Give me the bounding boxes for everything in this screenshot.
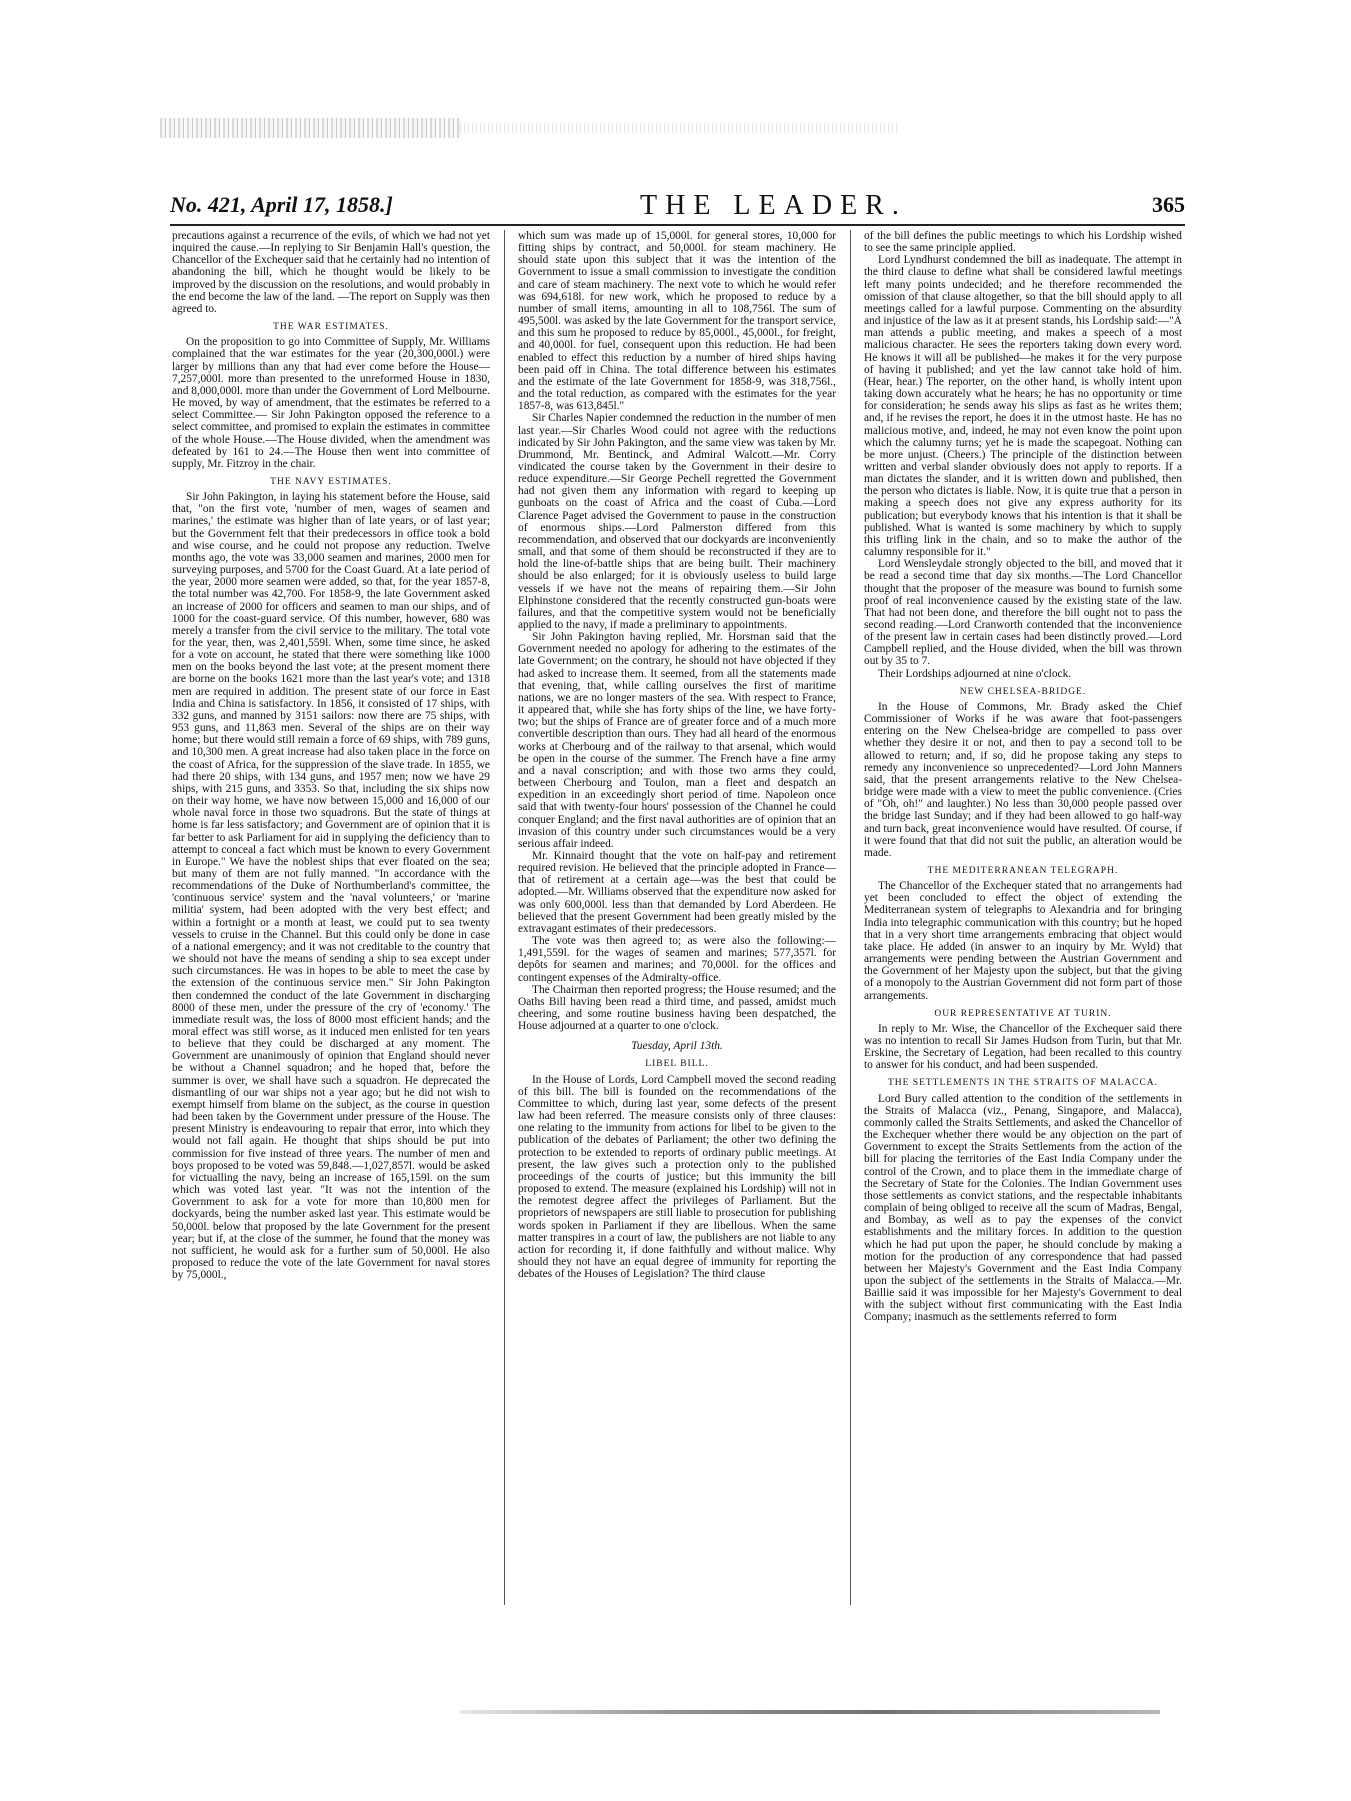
- paragraph: The vote was then agreed to; as were also the following:—1,491,559l. for the wages of seamen and marines; 577,357l. for depôts for seamen and marines; and 70,000l. for the offices and contingent expenses of the Admiralty-office.: [518, 935, 836, 984]
- paragraph: Mr. Kinnaird thought that the vote on half-pay and retirement required revision. He believed that the principle adopted in France—that of retirement at a certain age—was the best that could be adopted.—Mr. Williams observed that the expenditure now asked for was only 600,000l. less than that demanded by Lord Aberdeen. He believed that the present Government had been greatly misled by the extravagant estimates of their predecessors.: [518, 849, 836, 935]
- issue-number: No. 421, April 17, 1858.]: [170, 192, 393, 217]
- paragraph: In the House of Commons, Mr. Brady asked the Chief Commissioner of Works if he was aware that foot-passengers entering on the New Chelsea-bridge are compelled to pass over whether they desire it or not, and then to pay a second toll to be allowed to return; and, if so, did he propose taking any steps to remedy any inconvenience so unprecedented?—Lord John Manners said, that the present arrangements relative to the New Chelsea-bridge were made with a view to meet the public convenience. (Cries of "Oh, oh!" and laughter.) No less than 30,000 people passed over the bridge last Sunday; and if they had been allowed to go half-way and turn back, great inconvenience would have resulted. Of course, if it were found that that did not suit the public, an alteration would be made.: [864, 700, 1182, 859]
- section-heading: THE WAR ESTIMATES.: [273, 322, 389, 333]
- paragraph: The Chancellor of the Exchequer stated that no arrangements had yet been concluded to effect the object of extending the Mediterranean system of telegraphs to Alexandria and for bringing India into telegraphic communication with this country; but he hoped that in a very short time arrangements embracing that object would take place. He added (in answer to an inquiry by Mr. Wyld) that arrangements were pending between the Austrian Government and the Government of her Majesty upon the subject, but that the giving of a monopoly to the Austrian Government did not form part of those arrangements.: [864, 880, 1182, 1002]
- article-columns: [172, 230, 1185, 1610]
- section-heading: NEW CHELSEA-BRIDGE.: [959, 686, 1087, 697]
- section-heading: THE NAVY ESTIMATES.: [270, 476, 392, 487]
- section-heading: THE SETTLEMENTS IN THE STRAITS OF MALACCA.: [887, 1078, 1159, 1089]
- paragraph: which sum was made up of 15,000l. for general stores, 10,000 for fitting ships by contract, and 50,000l. for steam machinery. He should state upon this subject that it was the intention of the Government to issue a small commission to investigate the condition and care of steam machinery. The next vote to which he would refer was 694,618l. for new work, which he proposed to reduce by a number of small items, amounting in all to 108,756l. The sum of 495,500l. was asked by the late Government for the transport service, and this sum he proposed to reduce by 85,000l., 45,000l., for freight, and 40,000l. for fuel, consequent upon this reduction. He had been enabled to effect this reduction by a number of hired ships having been paid off in China. The total difference between his estimates and the estimate of the late Government for 1858-9, was 318,756l., and the total reduction, as compared with the estimates for the year 1857-8, was 613,845l.": [518, 230, 836, 413]
- column-2: [518, 230, 836, 1605]
- paragraph: Sir Charles Napier condemned the reduction in the number of men last year.—Sir Charles Wood could not agree with the reductions indicated by Sir John Pakington, and the same view was taken by Mr. Drummond, Mr. Bentinck, and Admiral Walcott.—Mr. Corry vindicated the course taken by the Government in their desire to reduce expenditure.—Sir George Pechell regretted the Government had not given them any information with regard to keeping up gunboats on the coast of Africa and the coast of Cuba.—Lord Clarence Paget advised the Government to pause in the construction of enormous ships.—Lord Palmerston differed from this recommendation, and observed that our dockyards are inconveniently small, and that some of them should be reconstructed if they are to hold the line-of-battle ships that are being built. Their machinery should be also enlarged; for it is obviously useless to build large vessels if we have not the means of repairing them.—Sir John Elphinstone considered that the recently constructed gun-boats were failures, and that the competitive system would not be beneficially applied to the navy, if made a preliminary to appointments.: [518, 412, 836, 631]
- header-rule: [170, 224, 1185, 226]
- page-header: [170, 180, 1185, 224]
- section-heading: THE MEDITERRANEAN TELEGRAPH.: [927, 865, 1119, 876]
- dateline: Tuesday, April 13th.: [631, 1040, 723, 1053]
- paragraph: Lord Wensleydale strongly objected to the bill, and moved that it be read a second time that day six months.—The Lord Chancellor thought that the proposer of the measure was bound to furnish some proof of real inconvenience caused by the existing state of the law. That had not been done, and therefore the bill ought not to pass the second reading.—Lord Cranworth contended that the inconvenience of the present law in certain cases had been distinctly proved.—Lord Campbell replied, and the House divided, when the bill was thrown out by 35 to 7.: [864, 558, 1182, 668]
- paragraph: Their Lordships adjourned at nine o'clock.: [878, 667, 1072, 680]
- paragraph: Lord Lyndhurst condemned the bill as inadequate. The attempt in the third clause to define what shall be considered lawful meetings left many points undecided; and he therefore recommended the omission of that clause altogether, so that the bill should apply to all meetings called for a lawful purpose. Commenting on the absurdity and injustice of the law as it at present stands, his Lordship said:—"A man attends a public meeting, and makes a speech of a most malicious character. He sees the reporters taking down every word. He knows it will all be published—he makes it for the very purpose of having it published; and yet the law cannot take hold of him. (Hear, hear.) The reporter, on the other hand, is wholly intent upon taking down accurately what he hears; he has no opportunity or time for consideration; he sends away his slips as fast as he writes them; and, if he revises the report, he does it in the utmost haste. He has no malicious motive, and, indeed, he may not even know the point upon which the calumny turns; yet he is made the scapegoat. Nothing can be more unjust. (Cheers.) The principle of the distinction between written and verbal slander obviously does not apply to reports. If a man dictates the slander, and it is written down and published, then the person who dictates is liable. Now, it is quite true that a person in making a speech does not give any express authority for its publication; but everybody knows that his intention is that it shall be published. What is wanted is some machinery by which to supply this trifling link in the chain, and so to make the author of the calumny responsible for it.": [864, 254, 1182, 559]
- paragraph: Lord Bury called attention to the condition of the settlements in the Straits of Malacca (viz., Penang, Singapore, and Malacca), commonly called the Straits Settlements, and asked the Chancellor of the Exchequer whether there would be any objection on the part of Government to except the Straits Settlements from the action of the bill for placing the territories of the East India Company under the control of the Crown, and to place them in the immediate charge of the Secretary of State for the Colonies. The Indian Government uses those settlements as convict stations, and the respectable inhabitants complain of being obliged to receive all the scum of Madras, Bengal, and Bombay, as well as to pay the expenses of the convict establishments and the military forces. In addition to the question which he had put upon the paper, he should conclude by making a motion for the production of any correspondence that had passed between her Majesty's Government and the East India Company upon the subject of the settlements in the Straits of Malacca.—Mr. Baillie said it was impossible for her Majesty's Government to deal with the subject without first communicating with the East India Company; inasmuch as the settlements referred to form: [864, 1092, 1182, 1324]
- print-smudge: [160, 118, 460, 138]
- paragraph: of the bill defines the public meetings to which his Lordship wished to see the same principle applied.: [864, 230, 1182, 255]
- print-smudge: [460, 122, 900, 134]
- masthead: THE LEADER.: [640, 190, 907, 221]
- bottom-rule: [460, 1710, 1160, 1714]
- column-divider: [504, 230, 505, 1605]
- paragraph: On the proposition to go into Committee of Supply, Mr. Williams complained that the war estimates for the year (20,300,000l.) were larger by millions than any that had ever come before the House—7,257,000l. more than presented to the unreformed House in 1830, and 8,000,000l. more than under the Government of Lord Melbourne. He moved, by way of amendment, that the estimates be referred to a select Committee.— Sir John Pakington opposed the reference to a select committee, and promised to explain the estimates in committee of the whole House.—The House divided, when the amendment was defeated by 161 to 24.—The House then went into committee of supply, Mr. Fitzroy in the chair.: [172, 336, 490, 470]
- column-1: [172, 230, 490, 1605]
- page-number: 365: [1152, 192, 1185, 217]
- paragraph: In the House of Lords, Lord Campbell moved the second reading of this bill. The bill is founded on the recommendations of the Committee to which, during last year, some defects of the present law had been referred. The measure consists only of three clauses: one relating to the immunity from actions for libel to be given to the publication of the debates of Parliament; the other two defining the protection to be extended to reports of ordinary public meetings. At present, the law gives such a protection only to the published proceedings of the courts of justice; but this immunity the bill proposed to extend. The measure (explained his Lordship) will not in the remotest degree affect the privileges of Parliament. But the proprietors of newspapers are still liable to prosecution for publishing words spoken in Parliament if they are libellous. When the same matter transpires in a court of law, the publishers are not liable to any action for recording it, if done faithfully and without malice. Why should they not have an equal degree of immunity for reporting the debates of the Houses of Legislation? The third clause: [518, 1073, 836, 1281]
- paragraph: Sir John Pakington, in laying his statement before the House, said that, "on the first vote, 'number of men, wages of seamen and marines,' the estimate was higher than of late years, or of last year; but the Government felt that their predecessors in office took a bold and wise course, and he could not propose any reduction. Twelve months ago, the vote was 33,000 seamen and marines, 2000 men for surveying purposes, and 5700 for the Coast Guard. At a late period of the year, 2000 more seamen were added, so that, for the year 1857-8, the total number was 42,700. For 1858-9, the late Government asked an increase of 2000 for officers and seamen to man our ships, and of 1000 for the coast-guard service. Of this number, however, 680 was merely a transfer from the civil service to the military. The total vote for the year, then, was 2,401,559l. When, some time since, he asked for a vote on account, he stated that there were something like 1000 men on the books beyond the last vote; at the present moment there are borne on the books 1621 more than the last year's vote; and 1318 men are required in addition. The present state of our force in East India and China is satisfactory. In 1856, it consisted of 17 ships, with 332 guns, and manned by 3151 sailors: now there are 75 ships, with 953 guns, and 11,863 men. Several of the ships are on their way home; but there would still remain a force of 69 ships, with 789 guns, and 10,300 men. A great increase had also taken place in the force on the coast of Africa, for the suppression of the slave trade. In 1855, we had there 20 ships, with 134 guns, and 1957 men; now we have 29 ships, with 215 guns, and 3353. So that, including the six ships now on their way home, we have now between 15,000 and 16,000 of our whole naval force in those two squadrons. But the state of things at home is far less satisfactory; and Government are of opinion that it is far better to ask Parliament for aid in supplying the deficiency than to attempt to conceal a fact which must be known to every Government in Europe." We have the noblest ships that ever floated on the sea; but many of them are not fully manned. "In accordance with the recommendations of the Duke of Northumberland's committee, the 'continuous service' system and the 'naval volunteers,' or 'marine militia' system, had been adopted with the very best effect; and within a fortnight or a month at least, we could put to sea twenty vessels to cruise in the Channel. But this could only be done in case of a national emergency; and it was not creditable to the country that we should not have the means of sending a ship to sea except under such circumstances. He was in hopes to be able to meet the case by the extension of the continuous service men." Sir John Pakington then condemned the conduct of the late Government in discharging 8000 of these men, under the pressure of the cry of 'economy.' The immediate result was, the loss of 8000 most efficient hands; and the moral effect was still worse, as it induced men enlisted for ten years to believe that they could be discharged at any moment. The Government are unanimously of opinion that England should never be without a Channel squadron; and he hoped that, before the summer is over, we shall have such a squadron. He deprecated the dismantling of our war ships not a year ago; but he did not wish to exempt himself from blame on the subject, as the course in question had been taken by the Government under pressure of the House. The present Ministry is endeavouring to repair that error, into which they would not fall again. He thought that ships should be put into commission for five instead of three years. The number of men and boys proposed to be voted was 59,848.—1,027,857l. would be asked for victualling the navy, being an increase of 165,159l. on the sum which was voted last year. "It was not the intention of the Government to ask for a vote for more than 10,800 men for dockyards, being the number asked last year. This estimate would be 50,000l. below that proposed by the late Government for the present year; but if, at the close of the summer, he found that the money was not sufficient, he would ask for a further sum of 50,000l. He also proposed to reduce the vote of the late Government for naval stores by 75,000l.,: [172, 491, 490, 1282]
- paragraph: In reply to Mr. Wise, the Chancellor of the Exchequer said there was no intention to recall Sir James Hudson from Turin, but that Mr. Erskine, the Secretary of Legation, had been recalled to this country to answer for his conduct, and had been suspended.: [864, 1022, 1182, 1072]
- section-heading: LIBEL BILL.: [645, 1059, 709, 1070]
- paragraph: Sir John Pakington having replied, Mr. Horsman said that the Government needed no apology for adhering to the estimates of the late Government; on the contrary, he should not have objected if they had asked to increase them. It seemed, from all the statements made that evening, that, while calling ourselves the first of maritime nations, we are no longer masters of the sea. With respect to France, it appeared that, while she has forty ships of the line, we have forty-two; but the ships of France are of greater force and of a much more convertible description than ours. They had all heard of the enormous works at Cherbourg and of the railway to that arsenal, which would be open in the course of the summer. The French have a fine army and a naval conscription; and with those two arms they could, between Cherbourg and Toulon, man a fleet and despatch an expedition in an exceedingly short period of time. Napoleon once said that with twenty-four hours' possession of the Channel he could conquer England; and the first naval authorities are of opinion that an invasion of this country under such circumstances would be a very serious affair indeed.: [518, 631, 836, 850]
- column-divider: [850, 230, 851, 1605]
- paragraph: precautions against a recurrence of the evils, of which we had not yet inquired the cause.—In replying to Sir Benjamin Hall's question, the Chancellor of the Exchequer said that he certainly had no intention of abandoning the bill, which he thought would be likely to be improved by the discussion on the resolutions, and would probably in the end become the law of the land. —The report on Supply was then agreed to.: [172, 230, 490, 315]
- section-heading: OUR REPRESENTATIVE AT TURIN.: [934, 1008, 1112, 1019]
- column-3: [864, 230, 1182, 1605]
- paragraph: The Chairman then reported progress; the House resumed; and the Oaths Bill having been read a third time, and passed, amidst much cheering, and some routine business having been despatched, the House adjourned at a quarter to one o'clock.: [518, 983, 836, 1033]
